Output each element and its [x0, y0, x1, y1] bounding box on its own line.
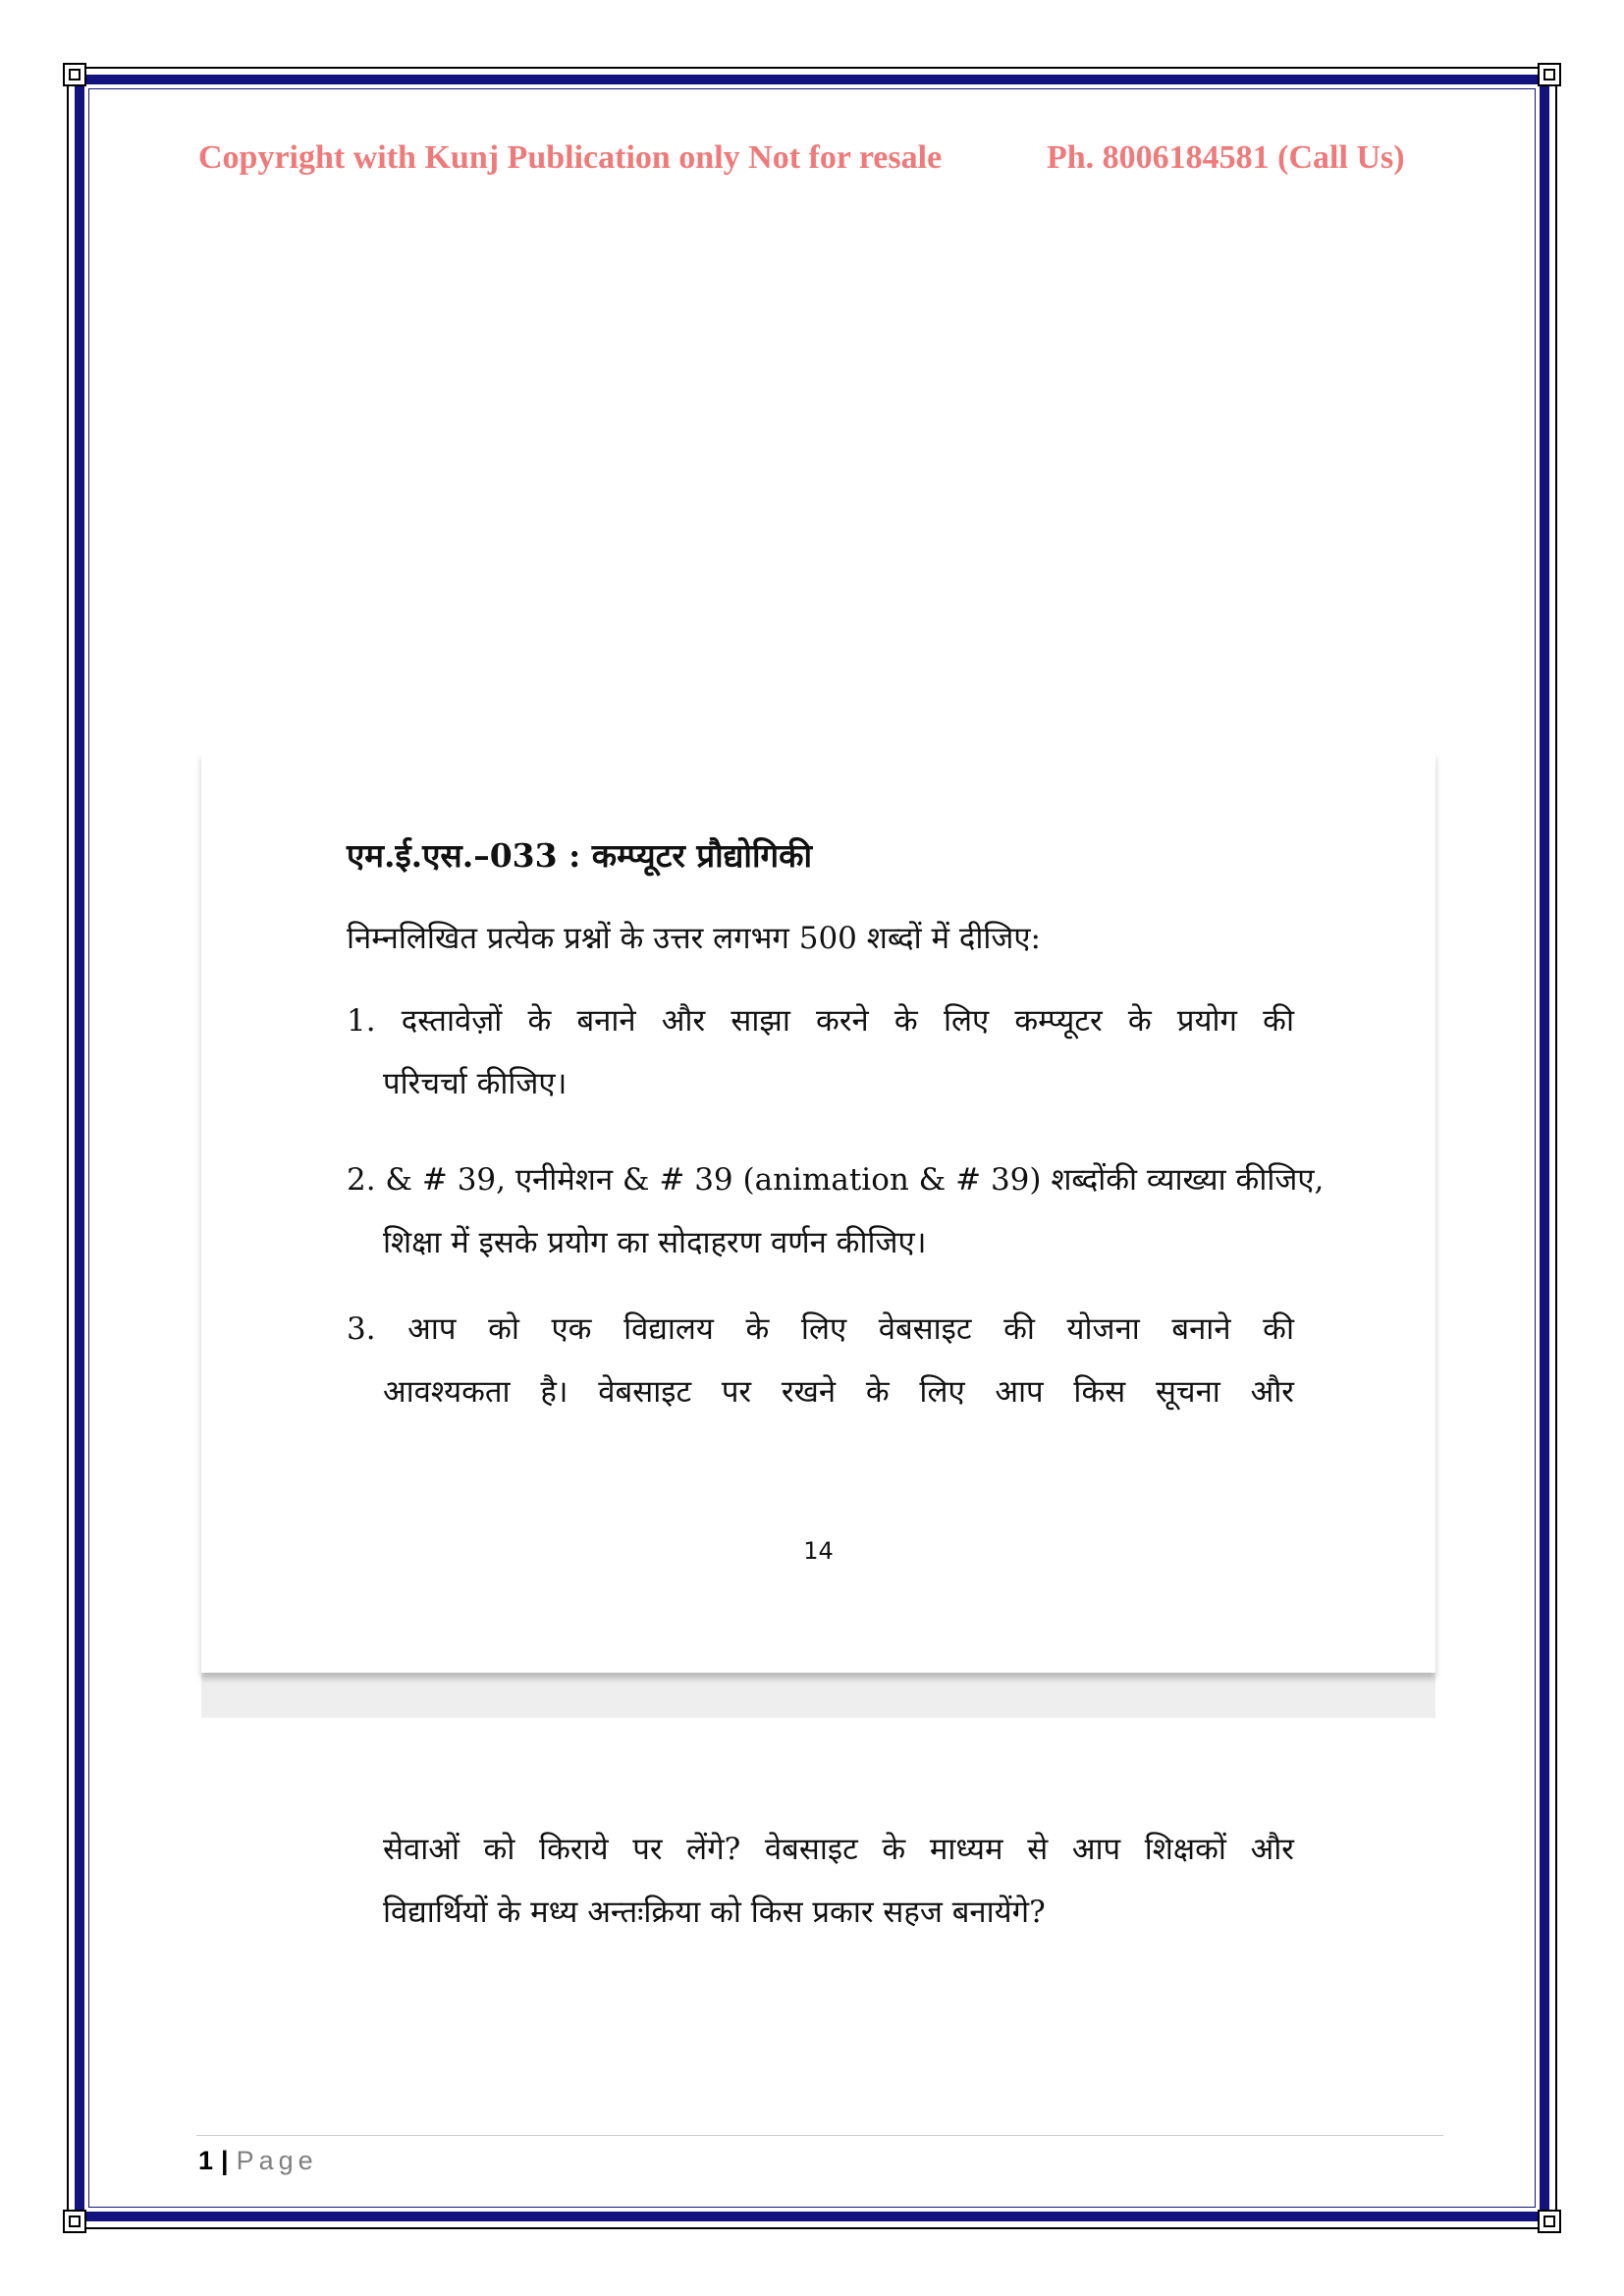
page-footer — [198, 2146, 318, 2176]
scan-page-number: 14 — [803, 1537, 834, 1565]
page-header — [0, 139, 1624, 185]
footer-divider — [196, 2135, 1443, 2136]
corner-ornament-top-left — [63, 63, 86, 86]
scanned-page-image — [201, 752, 1435, 2048]
footer-page-number: 1 — [198, 2146, 214, 2175]
question-2-line-1: 2. & # 39, एनीमेशन & # 39 (animation & # 39) शब्दोंकी व्याख्या कीजिए, — [347, 1162, 1325, 1198]
scanned-sheet-bottom — [201, 1718, 1435, 2048]
corner-ornament-bottom-right — [1538, 2210, 1561, 2233]
corner-ornament-top-right — [1538, 63, 1561, 86]
question-3-line-1: 3. आप को एक विद्यालय के लिए वेबसाइट की योजना बनाने की — [347, 1311, 1294, 1347]
document-title: एम.ई.एस.–033 : कम्प्यूटर प्रौद्योगिकी — [347, 836, 812, 875]
continuation-line-2: विद्यार्थियों के मध्य अन्तःक्रिया को किस प्रकार सहज बनायेंगे? — [383, 1895, 1046, 1930]
scanned-sheet-top — [201, 752, 1435, 1673]
footer-page-label: Page — [236, 2146, 318, 2175]
question-2-line-2: शिक्षा में इसके प्रयोग का सोदाहरण वर्णन कीजिए। — [383, 1225, 927, 1260]
footer-separator: | — [221, 2146, 229, 2175]
question-1-line-2: परिचर्चा कीजिए। — [383, 1066, 568, 1101]
question-3-line-2: आवश्यकता है। वेबसाइट पर रखने के लिए आप किस सूचना और — [383, 1374, 1294, 1410]
question-1-line-1: 1. दस्तावेज़ों के बनाने और साझा करने के लिए कम्प्यूटर के प्रयोग की — [347, 1003, 1294, 1039]
continuation-line-1: सेवाओं को किराये पर लेंगे? वेबसाइट के माध्यम से आप शिक्षकों और — [383, 1832, 1294, 1867]
instruction-text: निम्नलिखित प्रत्येक प्रश्नों के उत्तर लगभग 500 शब्दों में दीजिए: — [347, 921, 1041, 956]
corner-ornament-bottom-left — [63, 2210, 86, 2233]
phone-contact: Ph. 8006184581 (Call Us) — [1047, 139, 1405, 176]
copyright-notice: Copyright with Kunj Publication only Not for resale — [198, 139, 943, 176]
